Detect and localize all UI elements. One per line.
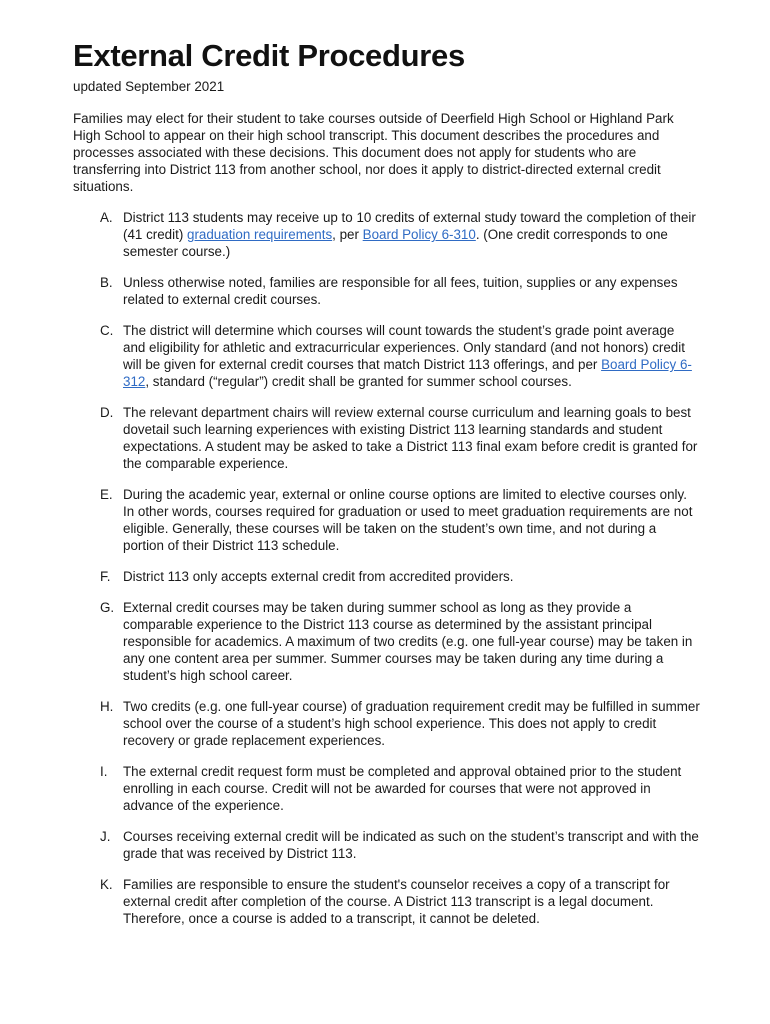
list-marker: C. [100,323,114,338]
list-item [73,486,700,554]
board-policy-6-310-link[interactable]: Board Policy 6-310 [362,227,476,242]
list-item-text: Two credits (e.g. one full-year course) of graduation requirement credit may be fulfilled in summer school over the course of a student’s high school experience. This does not apply to credit recovery or grade replacement experiences. [123,699,700,748]
list-item-text: District 113 only accepts external credit from accredited providers. [123,569,514,584]
list-item [73,876,700,927]
list-item-text: The external credit request form must be completed and approval obtained prior to the student enrolling in each course. Credit will not be awarded for courses that were not approved in advance of the experience. [123,764,682,813]
list-item [73,274,700,308]
graduation-requirements-link[interactable]: graduation requirements [187,227,333,242]
list-item [73,322,700,390]
list-item-text: Families are responsible to ensure the student's counselor receives a copy of a transcript for external credit after completion of the course. A District 113 transcript is a legal document. Therefore, once a course is added to a transcript, it cannot be deleted. [123,877,670,926]
list-marker: A. [100,210,113,225]
list-item [73,763,700,814]
list-marker: I. [100,764,108,779]
list-item [73,209,700,260]
list-item-text: District 113 students may receive up to 10 credits of external study toward the completion of their (41 credit) graduation requirements, per Board Policy 6-310. (One credit corresponds to one semester course.) [123,210,696,259]
list-item-text: The district will determine which courses will count towards the student’s grade point average and eligibility for athletic and extracurricular experiences. Only standard (and not honors) credit will be given for external credit courses that match District 113 offerings, and per Board Policy 6-312, standard (“regular”) credit shall be granted for summer school courses. [123,323,692,389]
list-item-text: Unless otherwise noted, families are responsible for all fees, tuition, supplies or any expenses related to external credit courses. [123,275,678,307]
list-item [73,404,700,472]
list-marker: F. [100,569,111,584]
list-item-text: External credit courses may be taken during summer school as long as they provide a comparable experience to the District 113 course as determined by the assistant principal responsible for academics. A maximum of two credits (e.g. one full-year course) may be taken in any one content area per summer. Summer courses may be taken during any time during a student’s high school career. [123,600,693,683]
list-marker: B. [100,275,113,290]
updated-date: updated September 2021 [73,79,225,94]
list-item-text: The relevant department chairs will review external course curriculum and learning goals to best dovetail such learning experiences with existing District 113 learning standards and student expectations. A student may be asked to take a District 113 final exam before credit is granted for the comparable experience. [123,405,698,471]
page-title: External Credit Procedures [73,38,465,73]
list-marker: E. [100,487,113,502]
list-item [73,568,700,585]
list-item [73,698,700,749]
procedure-list [73,209,700,927]
intro-paragraph: Families may elect for their student to take courses outside of Deerfield High School or Highland Park High School to appear on their high school transcript. This document describes the procedures and processes associated with these decisions. This document does not apply for students who are transferring into District 113 from another school, nor does it apply to district-directed external credit situations. [73,111,674,194]
list-marker: K. [100,877,113,892]
list-item-text: Courses receiving external credit will be indicated as such on the student’s transcript and with the grade that was received by District 113. [123,829,699,861]
list-marker: G. [100,600,115,615]
list-item [73,599,700,684]
list-item-text: During the academic year, external or online course options are limited to elective courses only. In other words, courses required for graduation or used to meet graduation requirements are not eligible. Generally, these courses will be taken on the student’s own time, and not during a portion of their District 113 schedule. [123,487,693,553]
list-marker: H. [100,699,114,714]
list-marker: J. [100,829,111,844]
list-marker: D. [100,405,114,420]
list-item [73,828,700,862]
board-policy-6-312-link[interactable]: Board Policy 6-312 [123,357,692,389]
